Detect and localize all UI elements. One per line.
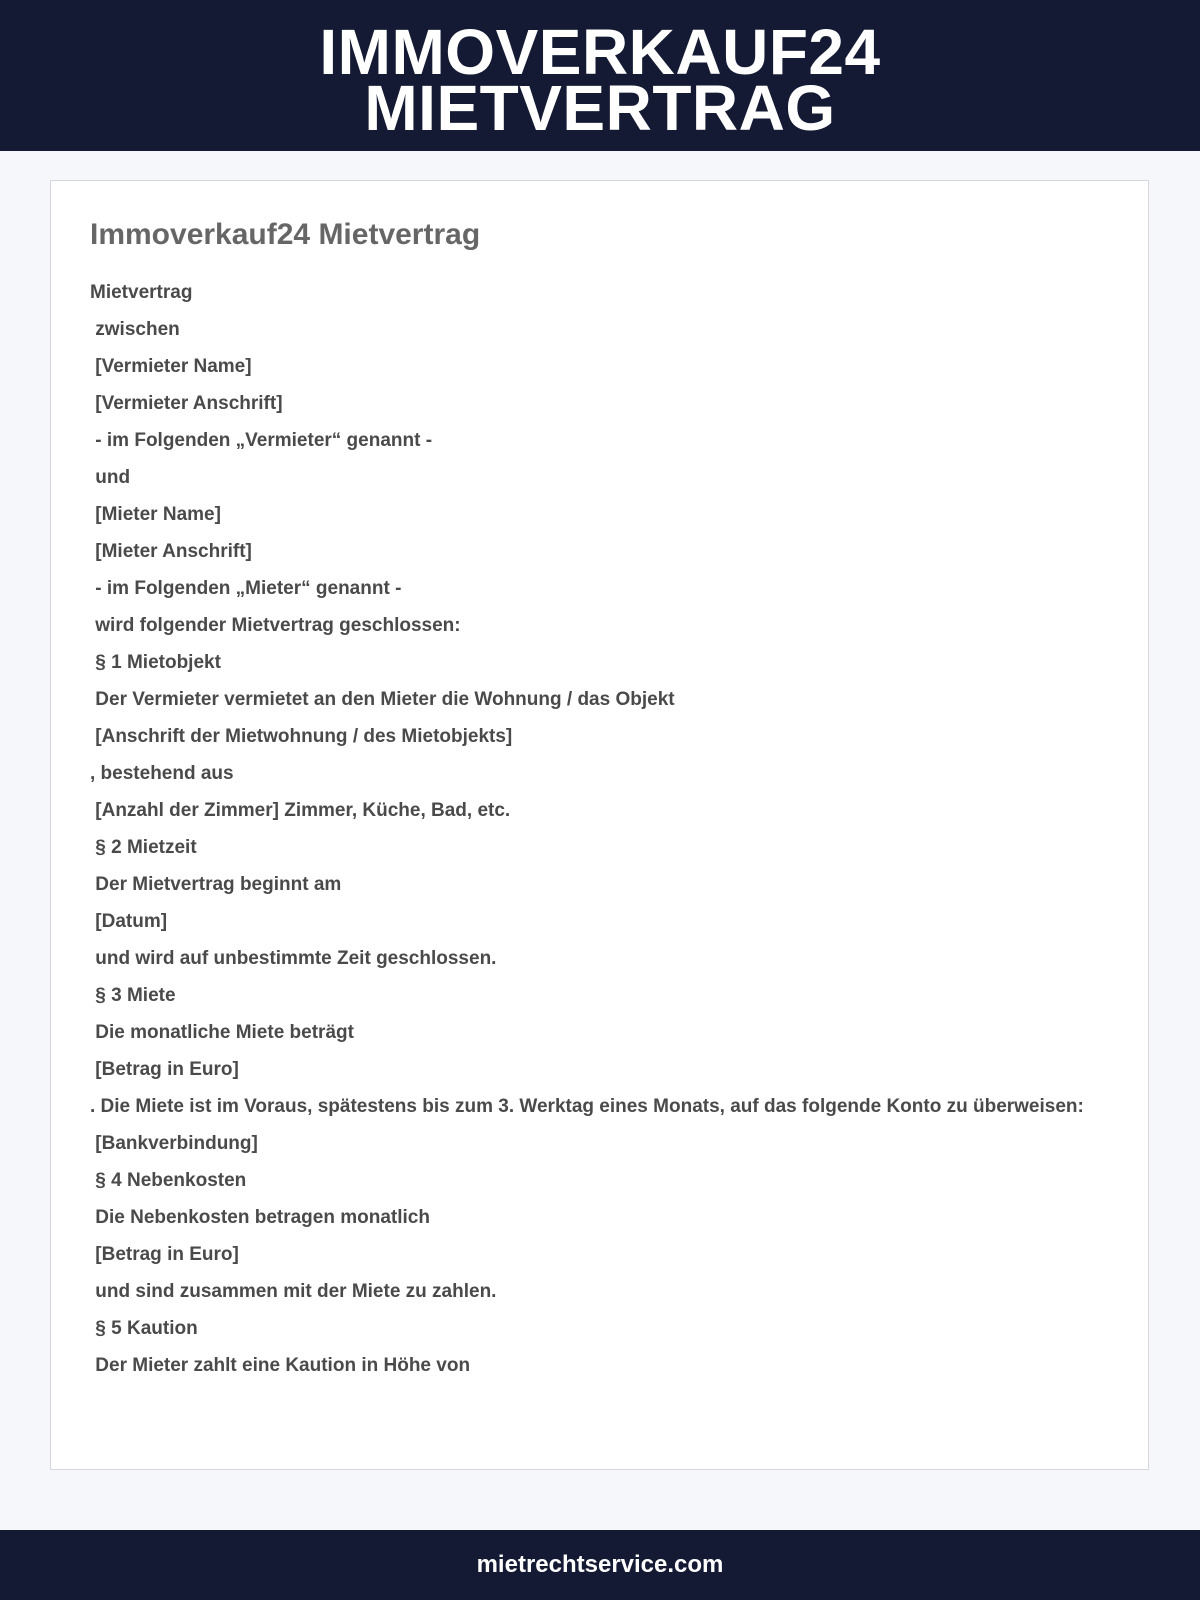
page-footer bbox=[0, 1530, 1200, 1600]
document-card bbox=[50, 180, 1149, 1470]
section-heading: § 3 Miete bbox=[90, 985, 176, 1006]
header-title bbox=[0, 16, 1200, 144]
document-line: und bbox=[90, 467, 131, 488]
document-line: [Vermieter Name] bbox=[90, 356, 252, 377]
document-line: . Die Miete ist im Voraus, spätestens bis zum 3. Werktag eines Monats, auf das folgende Konto zu überweisen: bbox=[90, 1096, 1084, 1117]
document-line: Der Mietvertrag beginnt am bbox=[90, 874, 342, 895]
header-title-line-2: MIETVERTRAG bbox=[364, 72, 836, 144]
document-line: [Mieter Anschrift] bbox=[90, 541, 252, 562]
document-line: [Betrag in Euro] bbox=[90, 1059, 239, 1080]
section-heading: § 4 Nebenkosten bbox=[90, 1170, 247, 1191]
document-line: Die Nebenkosten betragen monatlich bbox=[90, 1207, 430, 1228]
section-heading: § 5 Kaution bbox=[90, 1318, 198, 1339]
document-line: , bestehend aus bbox=[90, 763, 234, 784]
document-line: - im Folgenden „Vermieter“ genannt - bbox=[90, 430, 433, 451]
document-line: [Datum] bbox=[90, 911, 168, 932]
footer-site-name: mietrechtservice.com bbox=[476, 1551, 724, 1578]
document-body bbox=[90, 281, 1090, 1391]
document-line: Der Vermieter vermietet an den Mieter die Wohnung / das Objekt bbox=[90, 689, 675, 710]
document-line: Der Mieter zahlt eine Kaution in Höhe von bbox=[90, 1355, 471, 1376]
document-line: [Mieter Name] bbox=[90, 504, 221, 525]
document-line: [Bankverbindung] bbox=[90, 1133, 258, 1154]
document-line: [Betrag in Euro] bbox=[90, 1244, 239, 1265]
section-heading: § 2 Mietzeit bbox=[90, 837, 197, 858]
document-line: und sind zusammen mit der Miete zu zahlen. bbox=[90, 1281, 497, 1302]
document-line: [Vermieter Anschrift] bbox=[90, 393, 283, 414]
document-line: [Anschrift der Mietwohnung / des Mietobjekts] bbox=[90, 726, 513, 747]
section-heading: § 1 Mietobjekt bbox=[90, 652, 221, 673]
page-header bbox=[0, 0, 1200, 151]
document-line: Mietvertrag bbox=[90, 282, 193, 303]
document-title: Immoverkauf24 Mietvertrag bbox=[90, 218, 481, 251]
document-line: Die monatliche Miete beträgt bbox=[90, 1022, 354, 1043]
document-line: und wird auf unbestimmte Zeit geschlossen. bbox=[90, 948, 497, 969]
document-line: zwischen bbox=[90, 319, 180, 340]
document-line: wird folgender Mietvertrag geschlossen: bbox=[90, 615, 461, 636]
document-line: - im Folgenden „Mieter“ genannt - bbox=[90, 578, 402, 599]
document-line: [Anzahl der Zimmer] Zimmer, Küche, Bad, etc. bbox=[90, 800, 511, 821]
header-title-line-1: IMMOVERKAUF24 bbox=[319, 16, 881, 88]
